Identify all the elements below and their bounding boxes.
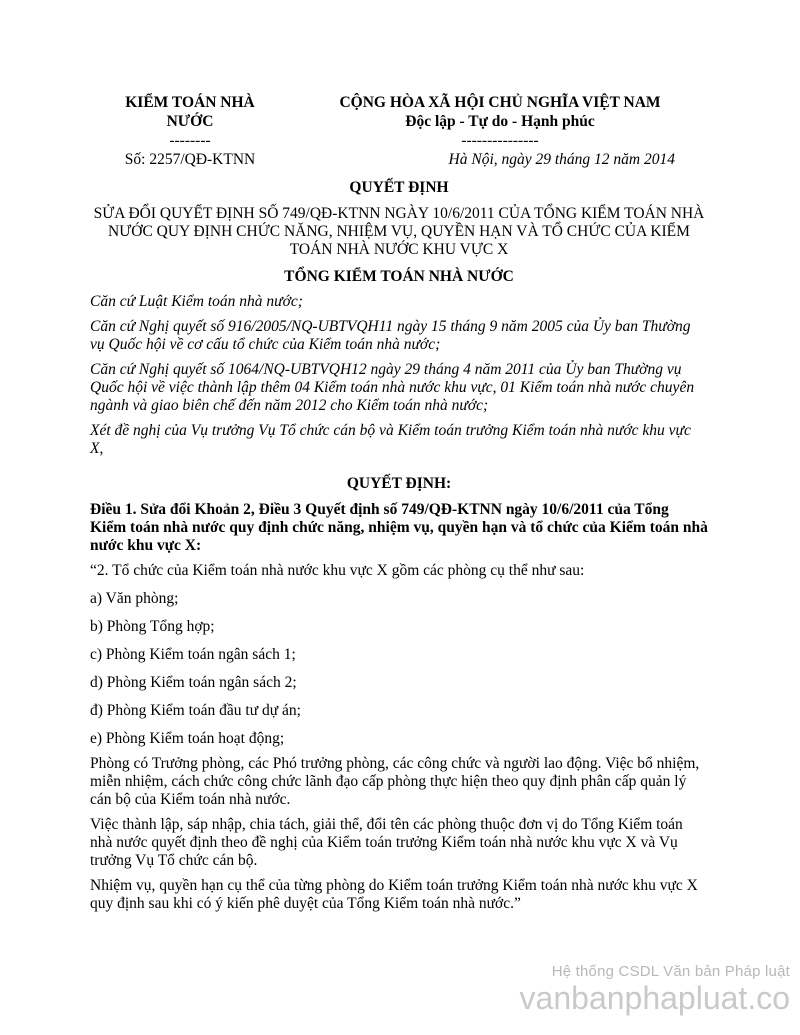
body-paragraph: Việc thành lập, sáp nhập, chia tách, giải thể, đổi tên các phòng thuộc đơn vị do Tổng Kiểm toán nhà nước quyết định theo đề nghị của Kiểm toán trưởng Kiểm toán nhà nước khu vực X và Vụ trưởng Vụ Tổ chức cán bộ. xyxy=(90,816,683,869)
watermark-site: vanbanphapluat.co xyxy=(519,980,790,1016)
agency-block xyxy=(110,93,270,169)
list-item: e) Phòng Kiểm toán hoạt động; xyxy=(90,730,285,747)
watermark-caption: Hệ thống CSDL Văn bản Pháp luật xyxy=(551,963,790,980)
list-item: đ) Phòng Kiểm toán đầu tư dự án; xyxy=(90,702,301,719)
legal-basis-2: Căn cứ Nghị quyết số 916/2005/NQ-UBTVQH11 ngày 15 tháng 9 năm 2005 của Ủy ban Thường vụ Quốc hội về cơ cấu tổ chức của Kiểm toán nhà nước; xyxy=(90,318,691,353)
document-header xyxy=(90,90,708,168)
list-item: d) Phòng Kiểm toán ngân sách 2; xyxy=(90,674,297,691)
document-page xyxy=(90,90,708,913)
body-paragraph: Nhiệm vụ, quyền hạn cụ thể của từng phòng do Kiểm toán trưởng Kiểm toán nhà nước khu vực X quy định sau khi có ý kiến phê duyệt của Tổng Kiểm toán nhà nước.” xyxy=(90,877,698,912)
legal-basis-4: Xét đề nghị của Vụ trưởng Vụ Tổ chức cán bộ và Kiểm toán trưởng Kiểm toán nhà nước khu vực X, xyxy=(90,422,691,457)
decision-heading: QUYẾT ĐỊNH: xyxy=(346,475,452,492)
document-number: Số: 2257/QĐ-KTNN xyxy=(124,151,256,168)
document-subtitle: SỬA ĐỔI QUYẾT ĐỊNH SỐ 749/QĐ-KTNN NGÀY 10/6/2011 CỦA TỔNG KIỂM TOÁN NHÀ NƯỚC QUY ĐỊNH CHỨC NĂNG, NHIỆM VỤ, QUYỀN HẠN VÀ TỔ CHỨC CỦA KIỂM TOÁN NHÀ NƯỚC KHU VỰC X xyxy=(93,205,705,258)
republic-name: CỘNG HÒA XÃ HỘI CHỦ NGHĨA VIỆT NAM xyxy=(339,94,661,111)
place-date: Hà Nội, ngày 29 tháng 12 năm 2014 xyxy=(448,151,675,168)
document-title: QUYẾT ĐỊNH xyxy=(349,179,449,196)
motto-separator: --------------- xyxy=(461,132,539,149)
national-motto: Độc lập - Tự do - Hạnh phúc xyxy=(405,113,595,130)
legal-basis-1: Căn cứ Luật Kiểm toán nhà nước; xyxy=(90,293,303,310)
list-item: b) Phòng Tổng hợp; xyxy=(90,618,215,635)
agency-name: KIỂM TOÁN NHÀ NƯỚC xyxy=(125,94,255,130)
body-paragraph: Phòng có Trưởng phòng, các Phó trưởng phòng, các công chức và người lao động. Việc bổ nhiệm, miễn nhiệm, cách chức công chức lãnh đạo cấp phòng thực hiện theo quy định phân cấp quản lý cán bộ của Kiểm toán nhà nước. xyxy=(90,755,700,808)
issuing-authority: TỔNG KIỂM TOÁN NHÀ NƯỚC xyxy=(284,268,514,285)
organization-intro: “2. Tổ chức của Kiểm toán nhà nước khu vực X gồm các phòng cụ thể như sau: xyxy=(90,562,585,579)
list-item: c) Phòng Kiểm toán ngân sách 1; xyxy=(90,646,296,663)
agency-separator: -------- xyxy=(169,132,211,149)
article-1-heading: Điều 1. Sửa đổi Khoản 2, Điều 3 Quyết định số 749/QĐ-KTNN ngày 10/6/2011 của Tổng Kiểm toán nhà nước quy định chức năng, nhiệm vụ, quyền hạn và tổ chức của Kiểm toán nhà nước khu vực X: xyxy=(90,501,708,554)
national-block xyxy=(305,93,695,169)
legal-basis-3: Căn cứ Nghị quyết số 1064/NQ-UBTVQH12 ngày 29 tháng 4 năm 2011 của Ủy ban Thường vụ Quốc hội về việc thành lập thêm 04 Kiểm toán nhà nước khu vực, 01 Kiểm toán nhà nước chuyên ngành và giao biên chế đến năm 2012 cho Kiểm toán nhà nước; xyxy=(90,361,695,414)
list-item: a) Văn phòng; xyxy=(90,590,179,607)
